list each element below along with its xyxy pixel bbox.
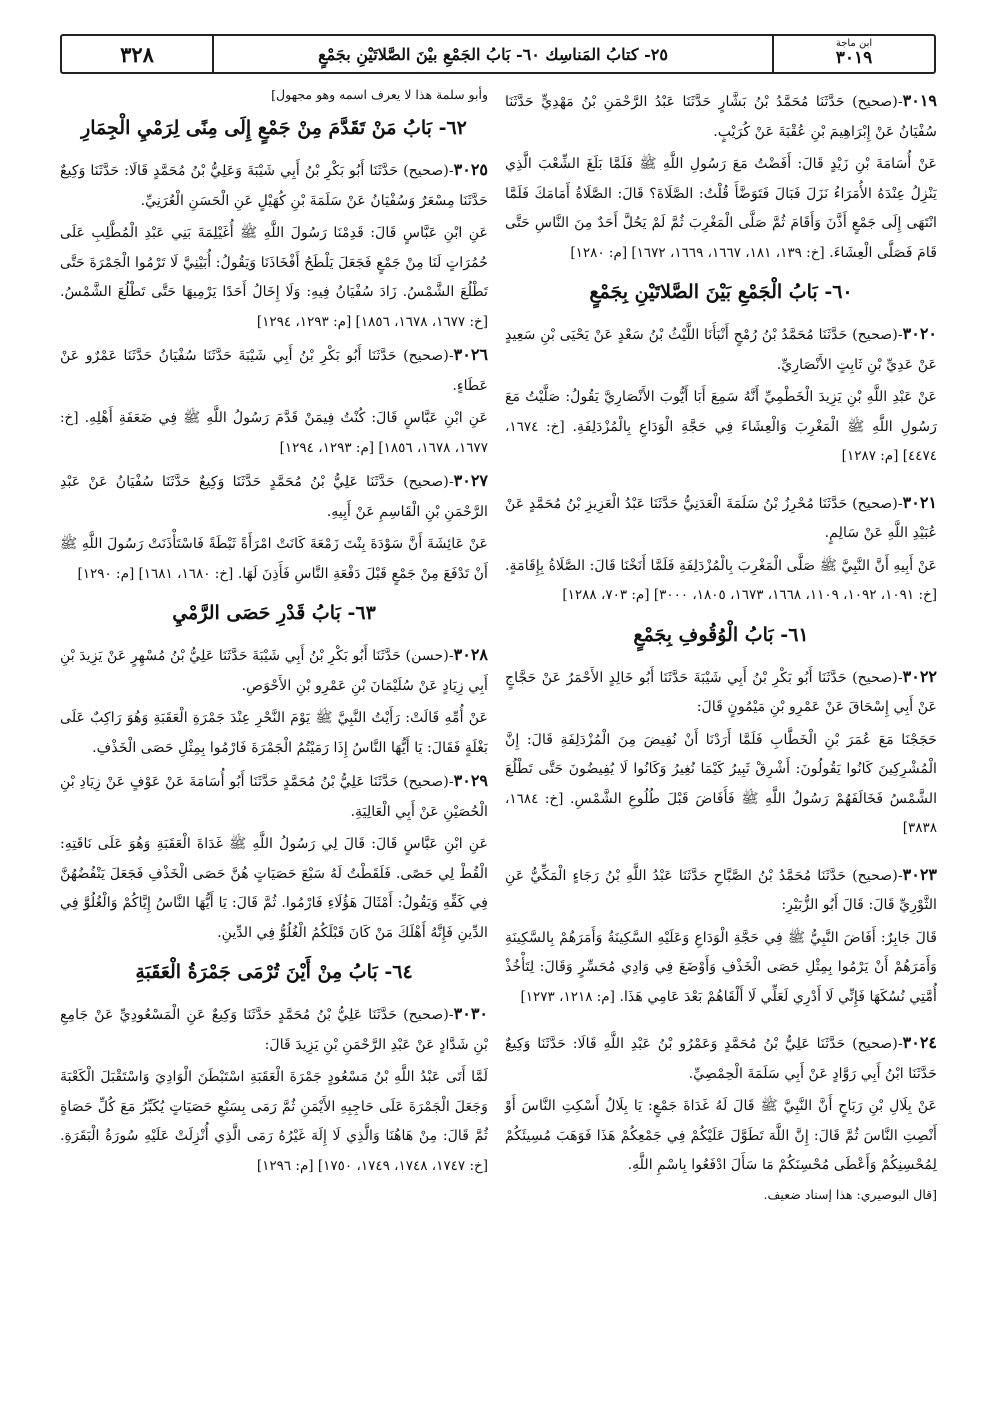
hadith-number: ٣٠٢٧ [453, 471, 488, 490]
hadith-number: ٣٠٢٨ [453, 645, 488, 664]
hadith-3027-isnad [60, 466, 488, 527]
hadith-isnad-text: -(صحيح) حَدَّثَنَا عَلِيُّ بْنُ مُحَمَّدٍ وَعَمْرُو بْنُ عَبْدِ اللَّهِ قَالَا: حَدَّثَنَا وَكِيعٌ حَدَّثَنَا ابْنُ أَبِي رَوَّادٍ عَنْ أَبِي سَلَمَةَ الْحِمْصِيِّ. [505, 1036, 937, 1082]
hadith-number: ٣٠٢٣ [902, 864, 937, 884]
hadith-3019-matn [505, 150, 937, 268]
hadith-matn-text: حَجَجْنَا مَعَ عُمَرَ بْنِ الْخَطَّابِ فَلَمَّا أَرَدْنَا أَنْ نُفِيضَ مِنَ الْمُزْدَلِفَةِ قَالَ: إِنَّ الْمُشْرِكِينَ كَانُوا يَقُولُونَ: أَشْرِقْ ثَبِيرُ كَيْمَا نُغِيرُ وَكَانُوا لَا يُفِيضُونَ حَتَّى تَطْلُعَ الشَّمْسُ فَخَالَفَهُمْ رَسُولُ اللَّهِ ﷺ فَأَفَاضَ قَبْلَ طُلُوعِ الشَّمْسِ. [505, 731, 938, 807]
hadith-matn-text: عَنْ بِلَالِ بْنِ رَبَاحٍ أَنَّ النَّبِيَّ ﷺ قَالَ لَهُ غَدَاةَ جَمْعٍ: يَا بِلَالُ أَسْكِتِ النَّاسَ أَوْ أَنْصِتِ النَّاسَ ثُمَّ قَالَ: إِنَّ اللَّهَ تَطَوَّلَ عَلَيْكُمْ فِي جَمْعِكُمْ هَذَا فَوَهَبَ مُسِيئَكُمْ لِمُحْسِنِكُمْ وَأَعْطَى مُحْسِنَكُمْ مَا سَأَلَ ادْفَعُوا بِاسْمِ اللَّهِ. [505, 1098, 937, 1173]
hadith-3026-matn [60, 404, 488, 463]
hadith-3020-matn [505, 383, 937, 472]
hadith-3025-matn [60, 219, 488, 337]
chapter-62-heading: ٦٢- بَابُ مَنْ تَقَدَّمَ مِنْ جَمْعٍ إِلَى مِنًى لِرَمْيِ الْجِمَارِ [81, 117, 467, 139]
hadith-3025-isnad [60, 155, 488, 216]
hadith-number: ٣٠٢٩ [453, 771, 488, 790]
source-box [772, 36, 934, 72]
hadith-isnad-text: -(صحيح) حَدَّثَنَا مُحَمَّدُ بْنُ الصَّبَّاحِ حَدَّثَنَا عَبْدُ اللَّهِ بْنُ رَجَاءٍ الْمَكِّيُّ عَنِ الثَّوْرِيِّ قَالَ: قَالَ أَبُو الزُّبَيْرِ: [505, 867, 937, 913]
hadith-matn-text: عَنْ أَبِيهِ أَنَّ النَّبِيَّ ﷺ صَلَّى الْمَغْرِبَ بِالْمُزْدَلِفَةِ فَلَمَّا أَنَخْنَا قَالَ: الصَّلَاةُ بِإِقَامَةٍ. [505, 557, 937, 574]
hadith-matn-text: عَنْ أُمِّهِ قَالَتْ: رَأَيْتُ النَّبِيَّ ﷺ يَوْمَ النَّحْرِ عِنْدَ جَمْرَةِ الْعَقَبَةِ وَهُوَ رَاكِبٌ عَلَى بَغْلَةٍ فَقَالَ: يَا أَيُّهَا النَّاسُ إِذَا رَمَيْتُمُ الْجَمْرَةَ فَارْمُوا بِمِثْلِ حَصَى الْخَذْفِ. [60, 710, 488, 756]
hadith-ref: [خ: ١٠٩١، ١٠٩٢، ١١٠٩، ١٦٦٨، ١٦٧٣، ١٨٠٥، ٣٠٠٠] [م: ٧٠٣، ١٢٨٨] [562, 587, 937, 603]
hadith-isnad-text: -(صحيح) حَدَّثَنَا أَبُو بَكْرِ بْنُ أَبِي شَيْبَةَ حَدَّثَنَا أَبُو خَالِدٍ الأَحْمَرُ عَنْ حَجَّاجٍ عَنْ أَبِي إِسْحَاقَ عَنْ عَمْرِو بْنِ مَيْمُونٍ قَالَ: [505, 669, 937, 715]
page-number: ٣٢٨ [62, 36, 214, 72]
hadith-isnad-text: -(صحيح) حَدَّثَنَا مُحَمَّدُ بْنُ بَشَّارٍ حَدَّثَنَا عَبْدُ الرَّحْمَنِ بْنُ مَهْدِيٍّ حَدَّثَنَا سُفْيَانُ عَنْ إِبْرَاهِيمَ بْنِ عُقْبَةَ عَنْ كُرَيْبٍ. [505, 94, 937, 140]
hadith-3023-matn [505, 924, 937, 1013]
hadith-matn-text: عَنِ ابْنِ عَبَّاسٍ قَالَ: قَالَ لِي رَسُولُ اللَّهِ ﷺ غَدَاةَ الْعَقَبَةِ وَهُوَ عَلَى نَاقَتِهِ: الْقُطْ لِي حَصًى. فَلَقَطْتُ لَهُ سَبْعَ حَصَيَاتٍ هُنَّ حَصَى الْخَذْفِ فَجَعَلَ يَنْفُضُهُنَّ فِي كَفِّهِ وَيَقُولُ: أَمْثَالَ هَؤُلَاءِ فَارْمُوا. ثُمَّ قَالَ: يَا أَيُّهَا النَّاسُ إِيَّاكُمْ وَالْغُلُوَّ فِي الدِّينِ فَإِنَّهُ أَهْلَكَ مَنْ كَانَ قَبْلَكُمُ الْغُلُوُّ فِي الدِّينِ. [60, 836, 488, 941]
hadith-3024-footnote: [قال البوصيري: هذا إسناد ضعيف. [763, 1186, 937, 1202]
hadith-isnad-text: -(صحيح) حَدَّثَنَا مُحَمَّدُ بْنُ رُمْحٍ أَنْبَأَنَا اللَّيْثُ بْنُ سَعْدٍ عَنْ يَحْيَى بْنِ سَعِيدٍ عَنْ عَدِيِّ بْنِ ثَابِتٍ الأَنْصَارِيِّ. [505, 327, 937, 373]
hadith-number: ٣٠٢٥ [453, 160, 488, 179]
hadith-3029-matn [60, 830, 488, 948]
hadith-isnad-text: -(صحيح) حَدَّثَنَا مُحْرِزُ بْنُ سَلَمَةَ الْعَدَنِيُّ حَدَّثَنَا عَبْدُ الْعَزِيزِ بْنُ مُحَمَّدٍ عَنْ عُبَيْدِ اللَّهِ عَنْ سَالِمٍ. [505, 495, 937, 541]
hadith-ref: [خ: ١٦٨٤، ٣٨٣٨] [505, 790, 937, 836]
hadith-ref: [خ: ١٣٩، ١٨١، ١٦٦٧، ١٦٦٩، ١٦٧٢] [م: ١٢٨٠] [570, 244, 825, 261]
hadith-matn-text: عَنِ ابْنِ عَبَّاسٍ قَالَ: قَدِمْنَا رَسُولَ اللَّهِ ﷺ أُغَيْلِمَةَ بَنِي عَبْدِ الْمُطَّلِبِ عَلَى حُمُرَاتٍ لَنَا مِنْ جَمْعٍ فَجَعَلَ يَلْطَحُ أَفْخَاذَنَا وَيَقُولُ: أُبَيْنِيَّ لَا تَرْمُوا الْجَمْرَةَ حَتَّى تَطْلُعَ الشَّمْسُ. زَادَ سُفْيَانُ فِيهِ: وَلَا إِخَالُ أَحَدًا يَرْمِيهَا حَتَّى تَطْلُعَ الشَّمْسُ. [60, 225, 488, 300]
hadith-ref: [خ: ١٦٧٤، ٤٤٧٤] [م: ١٢٨٧] [505, 418, 937, 464]
chapter-61-heading: ٦١- بَابُ الْوُقُوفِ بِجَمْعٍ [633, 623, 809, 646]
hadith-number: ٣٠٢٤ [902, 1033, 937, 1052]
source-range: ٣٠١٩ [835, 48, 873, 68]
source-label: ابن ماجة [835, 38, 873, 49]
chapter-60-heading: ٦٠- بَابُ الْجَمْعِ بَيْنَ الصَّلاتَيْنِ بِجَمْعٍ [589, 281, 853, 303]
hadith-3030-isnad [60, 999, 488, 1060]
continued-footnote: وأبو سلمة هذا لا يعرف اسمه وهو مجهول] [271, 87, 488, 102]
running-title: ٢٥- كتابُ المَناسِك ٦٠- بَابُ الجَمْعِ بيْنَ الصَّلاتَيْنِ بجَمْعٍ [318, 44, 668, 64]
hadith-ref: [خ: ١٦٨٠، ١٦٨١] [م: ١٢٩٠] [77, 565, 234, 582]
hadith-matn-text: لَمَّا أَتَى عَبْدُ اللَّهِ بْنُ مَسْعُودٍ جَمْرَةَ الْعَقَبَةِ اسْتَبْطَنَ الْوَادِيَ وَاسْتَقْبَلَ الْكَعْبَةَ وَجَعَلَ الْجَمْرَةَ عَلَى حَاجِبِهِ الأَيْمَنِ ثُمَّ رَمَى بِسَبْعِ حَصَيَاتٍ يُكَبِّرُ مَعَ كُلِّ حَصَاةٍ ثُمَّ قَالَ: مِنْ هَاهُنَا وَالَّذِي لَا إِلَهَ غَيْرُهُ رَمَى الَّذِي أُنْزِلَتْ عَلَيْهِ سُورَةُ الْبَقَرَةِ. [60, 1069, 488, 1144]
hadith-3027-matn [60, 530, 488, 589]
hadith-3030-matn [60, 1063, 488, 1181]
hadith-3019-isnad [505, 86, 937, 147]
hadith-number: ٣٠٢٦ [453, 345, 488, 364]
hadith-3021-isnad [505, 488, 937, 549]
hadith-number: ٣٠٢١ [902, 492, 937, 512]
hadith-number: ٣٠٣٠ [453, 1004, 488, 1023]
hadith-3020-isnad [505, 319, 937, 380]
hadith-number: ٣٠٢٠ [902, 324, 937, 343]
chapter-64-heading: ٦٤- بَابُ مِنْ أَيْنَ تُرْمَى جَمْرَةُ الْعَقَبَةِ [135, 961, 413, 983]
hadith-matn-text: عَنْ عَبْدِ اللَّهِ بْنِ يَزِيدَ الْخَطْمِيِّ أَنَّهُ سَمِعَ أَبَا أَيُّوبَ الأَنْصَارِيَّ يَقُولُ: صَلَّيْتُ مَعَ رَسُولِ اللَّهِ ﷺ الْمَغْرِبَ وَالْعِشَاءَ فِي حَجَّةِ الْوَدَاعِ بِالْمُزْدَلِفَةِ. [505, 389, 938, 435]
left-column [60, 86, 488, 1181]
hadith-number: ٣٠١٩ [902, 91, 937, 110]
hadith-ref: [م: ١٢١٨، ١٢٧٣] [520, 988, 615, 1005]
hadith-isnad-text: -(صحيح) حَدَّثَنَا أَبُو بَكْرِ بْنُ أَبِي شَيْبَةَ وَعَلِيُّ بْنُ مُحَمَّدٍ قَالَا: حَدَّثَنَا وَكِيعٌ حَدَّثَنَا مِسْعَرٌ وَسُفْيَانُ عَنْ سَلَمَةَ بْنِ كُهَيْلٍ عَنِ الْحَسَنِ الْعُرَنِيِّ. [60, 163, 488, 209]
hadith-number: ٣٠٢٢ [902, 666, 937, 686]
hadith-3026-isnad [60, 340, 488, 401]
page-header [60, 34, 936, 74]
hadith-isnad-text: -(حسن) حَدَّثَنَا أَبُو بَكْرِ بْنُ أَبِي شَيْبَةَ حَدَّثَنَا عَلِيُّ بْنُ مُسْهِرٍ عَنْ يَزِيدَ بْنِ أَبِي زِيَادٍ عَنْ سُلَيْمَانَ بْنِ عَمْرِو بْنِ الأَحْوَصِ. [60, 648, 488, 694]
hadith-matn-text: قَالَ جَابِرٌ: أَفَاضَ النَّبِيُّ ﷺ فِي حَجَّةِ الْوَدَاعِ وَعَلَيْهِ السَّكِينَةُ وَأَمَرَهُمْ بِالسَّكِينَةِ وَأَمَرَهُمْ أَنْ يَرْمُوا بِمِثْلِ حَصَى الْخَذْفِ وَأَوْضَعَ فِي وَادِي مُحَسِّرٍ وَقَالَ: لِتَأْخُذْ أُمَّتِي نُسُكَهَا فَإِنِّي لَا أَدْرِي لَعَلِّي لَا أَلْقَاهُمْ بَعْدَ عَامِي هَذَا. [505, 929, 937, 1005]
hadith-ref: [خ: ١٦٧٧، ١٦٧٨، ١٨٥٦] [م: ١٢٩٣، ١٢٩٤] [256, 313, 488, 330]
hadith-3023-isnad [505, 860, 937, 921]
hadith-isnad-text: -(صحيح) حَدَّثَنَا أَبُو بَكْرِ بْنُ أَبِي شَيْبَةَ حَدَّثَنَا سُفْيَانُ حَدَّثَنَا عَمْرٌو عَنْ عَطَاءٍ. [60, 348, 488, 394]
hadith-matn-text: عَنْ عَائِشَةَ أَنَّ سَوْدَةَ بِنْتَ زَمْعَةَ كَانَتْ امْرَأَةً ثَبْطَةً فَاسْتَأْذَنَتْ رَسُولَ اللَّهِ ﷺ أَنْ تَدْفَعَ مِنْ جَمْعٍ قَبْلَ دَفْعَةِ النَّاسِ فَأَذِنَ لَهَا. [60, 536, 488, 582]
chapter-63-heading: ٦٣- بَابُ قَدْرِ حَصَى الرَّمْيِ [172, 602, 376, 624]
hadith-3024-matn [505, 1092, 937, 1181]
hadith-3022-isnad [505, 662, 937, 723]
hadith-isnad-text: -(صحيح) حَدَّثَنَا عَلِيُّ بْنُ مُحَمَّدٍ حَدَّثَنَا أَبُو أُسَامَةَ عَنْ عَوْفٍ عَنْ زِيَادِ بْنِ الْحُصَيْنِ عَنْ أَبِي الْعَالِيَةِ. [60, 774, 488, 820]
hadith-3024-isnad [505, 1028, 937, 1089]
hadith-3029-isnad [60, 766, 488, 827]
hadith-matn-text: عَنِ ابْنِ عَبَّاسٍ قَالَ: كُنْتُ فِيمَنْ قَدَّمَ رَسُولُ اللَّهِ ﷺ فِي ضَعَفَةِ أَهْلِهِ. [84, 410, 488, 426]
hadith-matn-text: عَنْ أُسَامَةَ بْنِ زَيْدٍ قَالَ: أَفَضْتُ مَعَ رَسُولِ اللَّهِ ﷺ فَلَمَّا بَلَغَ الشِّعْبَ الَّذِي يَنْزِلُ عِنْدَهُ الأُمَرَاءُ نَزَلَ فَبَالَ فَتَوَضَّأَ قُلْتُ: الصَّلَاةَ؟ قَالَ: الصَّلَاةُ أَمَامَكَ فَلَمَّا انْتَهَى إِلَى جَمْعٍ أَذَّنَ وَأَقَامَ ثُمَّ صَلَّى الْمَغْرِبَ ثُمَّ لَمْ يَحُلَّ أَحَدٌ مِنَ النَّاسِ حَتَّى قَامَ فَصَلَّى الْعِشَاءَ. [505, 156, 937, 261]
hadith-ref: [خ: ١٦٧٧، ١٦٧٨، ١٨٥٦] [م: ١٢٩٣، ١٢٩٤] [60, 410, 488, 456]
hadith-3022-matn [505, 726, 937, 844]
right-column [505, 86, 937, 1205]
hadith-isnad-text: -(صحيح) حَدَّثَنَا عَلِيُّ بْنُ مُحَمَّدٍ حَدَّثَنَا وَكِيعٌ حَدَّثَنَا سُفْيَانُ عَنْ عَبْدِ الرَّحْمَنِ بْنِ الْقَاسِمِ عَنْ أَبِيهِ. [60, 474, 488, 520]
hadith-isnad-text: -(صحيح) حَدَّثَنَا عَلِيُّ بْنُ مُحَمَّدٍ حَدَّثَنَا وَكِيعٌ عَنِ الْمَسْعُودِيِّ عَنْ جَامِعِ بْنِ شَدَّادٍ عَنْ عَبْدِ الرَّحْمَنِ بْنِ يَزِيدَ قَالَ: [60, 1007, 488, 1053]
hadith-3021-matn [505, 552, 937, 611]
hadith-3028-matn [60, 704, 488, 763]
hadith-3028-isnad [60, 640, 488, 701]
hadith-ref: [خ: ١٧٤٧، ١٧٤٨، ١٧٤٩، ١٧٥٠] [م: ١٢٩٦] [256, 1157, 488, 1174]
